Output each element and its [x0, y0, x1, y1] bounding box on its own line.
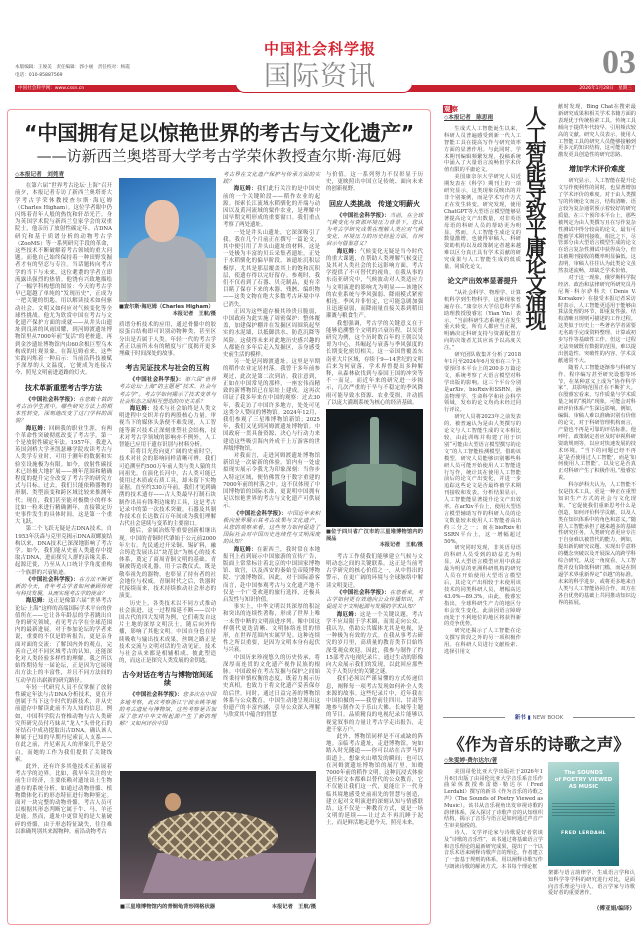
- paragraph: 历史上，各类技术以不同方式推动社会演进，这一过程绵延不断——以中国古代的四大发明为例，它们萌发自这片土地的深厚文明沃土，随后向外传播，影响了其他文明。中国自身也在持续吸收与输出技术成果，丝绸之路正是技术交流与文明对话的生动见证。技术与社会从来都是相辅相成、彼此塑造的，而这正是探究人类发展的金钥匙。: [119, 600, 216, 665]
- ai-article-column-2: [558, 104, 636, 606]
- speaker-label: 《中国社会科学报》：: [129, 377, 185, 384]
- book-icon: ▮: [527, 715, 531, 721]
- interview-question: [15, 397, 112, 426]
- tag-rest: 察: [451, 105, 458, 113]
- paragraph: 研究同时发现，非英语母语的科研人员受到的助益尤为明显。从大型语言模型应用中获益最为明显的亚洲科研机构的研究人员在开始使用大型语言模型后，其论文产出相较于未使用该技术的同类科研人员，增幅高达43.0%—89.3%。由此，殷睿宏指出，全球科研生产力的地区分布会发生变化，此前因语言障碍而处于不利地位的地区将获得新的竞争优势。: [444, 545, 521, 628]
- paragraph-text: 回顾我的职业生涯，有两个革命性突破彻底改变了考古学。第一个是放射性碳定年法。1957年，我进入英国剑桥大学圣凯瑟琳学院攻读考古与人类学专业时，可用于测年的数据和实验室设施极为有限。如今，放射性碳技术已经极大地扩展——测年范围和精确程度的提升完全改变了考古学的研究方式与目标。过去，我们只能依赖器物的形制、类型演变和跨区域比较来推测年代；现在，我们甚至能对极微小的样本比如一粒米进行精确测年，直接锁定历史事件发生的具体时间。这是第一个重大飞跃。: [15, 425, 112, 526]
- subheading: 论文产出效率显著提升: [447, 276, 518, 285]
- ai-article-column-1: [444, 115, 521, 656]
- article-column-2: [119, 176, 216, 728]
- subheading: 古今对话在考古与博物馆间延续: [122, 671, 213, 688]
- speaker-label: 海厄姆：: [25, 425, 49, 432]
- photo-figure: [326, 409, 423, 549]
- paragraph: 诗人、文学评论家与诗歌爱好者常谈及“诗歌的音乐性”，该书通过将基础语言学和音乐理论的最新研究成果，提出了一个以音乐术语来阐释诗歌声音的理论。作者建立了一套基于规则的体系，用以阐释诗歌写作与朗读诗歌的解读方式。本书每个理论框: [444, 829, 543, 870]
- divider-cn: 新书: [514, 715, 526, 721]
- speaker-label: 海厄姆：: [129, 406, 153, 413]
- paragraph: “从社会科学、物理学、计算机科学到生物科学，这种现象普遍存在。”康奈尔大学信息科学系助理教授殷睿宏（Yian Yin）表示，“当前科研生态系统正在发生重大转变，所有人都应当正视，明确决定科研支持与资源配置方向的决策者尤其应该予以高度关注。”: [444, 289, 521, 352]
- cover-title-2: of POETRY VIEWED: [554, 777, 613, 783]
- paragraph: 我们必须以严谨易懂的方式传递信息，阐释每一项考古发现如何补全人类来源的故事。这些纪录片中，近年我在中国拍摄的——我曾前往四川、甘肃等地参与制作关于乐山大佛、长城等主题的节目。品质精良的电视纪录片能够以视觉叙事的力量让考古学走出报告，走进千家万户。: [326, 676, 423, 733]
- paragraph: 考古工作使我们能够建立气候与文明动态之间的关键联系。这正是当前考古学研究的核心价值之一，从中得出的警示，在更广阔的环境与全球脉络中解读文明变迁。: [326, 553, 423, 589]
- subheading: 增加学术评价难度: [569, 165, 625, 174]
- paragraph: 在第六届“世界考古论坛·上海”召开前夕，本报记者专访了新西兰奥塔哥大学考古学荣休教授查尔斯·海厄姆（Charles Higham）。这位学者眼中仍闪烁着青年人般的热忱和轩昂光芒。身为英国学术院与新西兰皇家学会的双重院士，他亲历了放射性碳定年、古DNA研究和基于质谱分析的动物考古学（ZooMS）等一系列研究手段的革命，这些技术不断破解着考古领域的重大问题。而他自己始终保持着一种田野发掘者才有的坚忍与专注。当话题转向考古学的当下与未来，这位耄耋的学者立即流露出强烈的热情。他饶有兴致地描绘了一幅学科构想的图景：今天的考古学早已超越了单纯的“发现历史”，正成为一把关键的钥匙，用以解读技术如何驱动社会、文明又如何应对气候变化等全球性挑战。他尤为欣赏中国在考古与文化遗产保护方面的成就——从井头山遗址到良渚的风雨国耀，到河姆渡遗址博物馆里从7000年前“复活”的老桩遗，再到金沙遗址博物馆内由60余根巨型乌木构成的壮观景象。在海厄姆看来，这些实践闪烁着一种启示：当前沿科技被赋予深厚的人文温度，它便成为连接古今、照见文明前进道路的灯火。: [15, 183, 112, 377]
- article-subtitle: ——访新西兰奥塔哥大学考古学荣休教授查尔斯·海厄姆: [36, 147, 402, 165]
- interview-answer: [15, 598, 112, 684]
- paragraph: 此外，还有许多其他技术正拓展着考古学的边界。比如，我早年关注的史前生计经济，主要依赖对遗址出土生物遗存的系统分析，如通过动物骨骼、植物微体化石的形态特征进行物种鉴定。面对一块完整的动物骨骼，考古人员可以根据其形态判断它属于牛、马、羊还是鹿。然而，遗址中更常见的是大量破碎的骨骼，由于形态特征缺失，往往难以准确判别其来源物种。前沿动物考古: [15, 764, 112, 835]
- paragraph: 美国哥伦比亚大学出版社于2026年1月6日出版了由哥伦比亚大学音乐系音乐作曲荣休教授弗雷德·勒达尔（Fred Lerdahl）撰写的新书《作为音乐的诗歌之声》（The Sounds of Poetry Viewed as Music）。该书从音乐视角出发审视诗歌的韵律体系，深入探讨了诗歌声音的认知组织结构，揭示了音乐与语言是如何通过声音产生审美愉悦的。: [444, 768, 543, 830]
- paragraph-text: 我们此行关注的是中国史前的一个关键阶段——稻作农业的起源。探索长江流域水稻驯化的开端与动因以及黄河流域的粟作农业，是理解中国早期文明形成的重要窗口。我们重点考察了两处遗址。: [223, 186, 320, 229]
- article-column-4: [326, 172, 423, 828]
- speaker-label: 海厄姆：: [233, 186, 257, 193]
- interview-answer: [119, 406, 216, 449]
- interview-question: [15, 577, 112, 599]
- photo-figure: [119, 178, 216, 317]
- phone-number: 电话：010-85887569: [15, 73, 63, 78]
- photo-caption: ■查尔斯·海厄姆（Charles Higham）: [119, 304, 214, 310]
- subheading: 考古见证技术与社会的互构: [125, 364, 210, 373]
- photo-higham: [119, 178, 216, 302]
- paragraph: 随后，金属冶炼等重要创新相继出现。中国的青铜时代肇始于公元前2000年左右，先民通过开采铜、锡矿料，融合铸造发展出以“块范法”为核心的技术体系，奠定了商周青铜文明的基础。青铜被铸造成礼器，用于宗教仪式，既是敬奉祖先的器物，也彰显了持有者的社会地位与权威。青铜时代之后，铁器时代接续而来，技术持续推动社会形态的演变。: [119, 528, 216, 600]
- paragraph: 质谱分析技术的应用，通过骨骼中的胶原蛋白结构即可识别动物种类，甚至区分出是否属于人类。年轻一代的考古学者正以前所未有的精度与广度揭开更多埋藏于时间深处的故事。: [119, 322, 216, 357]
- interview-answer: [223, 547, 320, 605]
- speaker-label: 《中国社会科学报》：: [25, 396, 79, 403]
- editors-credit: 本版编辑：王俊美 责任编辑：郭小丽 责任校对：杨霞: [15, 65, 130, 70]
- speaker-label: 海厄姆：: [336, 611, 360, 618]
- paragraph-text: 您多次在中国多地考察，此次考察浙江宁波余姚等地的考古遗址与博物馆，这些考察是否加深了您对中华文明起源产生了新的理解？又如何评价中国: [119, 692, 216, 728]
- paragraph: 我想强调，考古学的关键意义在于能够追溯整个文明的兴衰历程。以吴哥研究为例，这个历时数百年的王朝以吴哥为中心，其崛起与衰落与季风强度的长期变化密切相关。这一帝国曾覆盖东南亚大片区域，存续于9—14世纪的文明后来为何衰落，学术界曾提出多种解释，从森林砍伐到与泰国王国的冲突等不一而足。而近年来的研究进一步揭示，几次严重的干旱与不稳定的季风降雨可能导致水资源、农业受损，并动摇了以庞大灌溉系统为核心的经济基础。: [326, 320, 423, 406]
- subheading: 技术革新重塑考古学方法: [25, 383, 102, 392]
- interview-question: [119, 377, 216, 406]
- page-number: 03: [602, 44, 636, 81]
- book-review-column-2: [548, 870, 635, 897]
- cover-title-1: The SOUNDS: [564, 770, 603, 776]
- paragraph-text: 中国近年来积极向世界展示其考古成果与文化遗产，从您的观察来看，这些努力如何促进了国际社会对中国历史连续性与文明深度的认知？: [223, 510, 320, 546]
- paragraph: 研究还揭示了人工智能在论文撰写阶段之外的另一项积极作用。在科研人员进行文献检索、选择引用文: [444, 628, 521, 656]
- paragraph: 研究人员将2023年之前发表的、被普遍认为是由人类撰写的论文与人工智能生成的文本相比较，由此训练并构建了用于识别“可能由大型语言模型撰写的论文”的人工智能检测模型。借助该模型，研究人员能够识别哪些科研人员可能开始使用人工智能进行写作，统计其在使用人工智能前后的论文产出变化，并进一步追踪这些论文是否最终被学术期刊接收和发表。分析结果显示，人工智能能显著提升论文产出效率。在arXiv平台上，使用大型语言模型辅助写作的科研人员的论文数量较未使用人工智能者高出约三分之一；而在bioRxiv和SSRN平台上，这一增幅超过50%。: [444, 414, 521, 545]
- paragraph: 此外，博物馆同样是不可或缺的阵地。亲临考古遗址，走进博物馆，宛如踏入时光隧道——你可以站在古罗马的街道上，想象火山喷发的瞬间；也可以在河姆渡遗址博物馆的展厅里，知晓7000年前的稻作文明。这种沉浸式体验是任何文本都难以替代的公众教育，它不仅能让我们这一代，更能让下一代身临其境地感受史前祖先的智慧与创造，建立起对文明演进的深刻认知与情感联结。这不仅是一种教育方式，更是一场文明的延续——让过去不再沉睡于泥土，而是鲜活地走进今天，照亮未来。: [326, 733, 423, 827]
- paragraph-text: 这正是像第六届“世界考古论坛·上海”这样的高端国际学术平台的价值所在——它让各年龄层的学者跳出自身的研究领域，看见考古学在全球范围内的最新进展。对于参加论坛的学者来说，重要的不仅是聆听报告，更是亲身面对面的交流：了解国内外的观点，完善自己对不同区域考古的认知，还能深化对人类经验多样性的理解。我之所以始终期待每一届论坛，正是因为它展现出方法上的丰富性，并且不同方法间的互动孕育出崭新的研究路径。: [15, 598, 112, 684]
- interview-answer: [15, 426, 112, 527]
- photo-caption: ■三星堆博物馆内的青铜龟背形网格状器: [120, 904, 216, 910]
- photo-credit: 本报记者 王航/摄: [271, 904, 316, 910]
- new-book-divider: [443, 713, 635, 721]
- paragraph-text: 在您数十载的考古治学生涯中，哪些研究方法上的根本性转变，深刻地改变了这门学科的面貌？: [15, 396, 112, 425]
- section-title: 国际资讯: [264, 61, 376, 92]
- paragraph: 中国历来珍视悠久的历史传承，将深厚而连贯的文化遗产视作民族的根脉。中国政府在考古发掘与保护之间始终秉持审慎权衡的态度，既着力揭示历史真相，也致力于将文化遗产妥善保存给后世。同时，通过日益完善的博物馆体系与公众教育，中国生动地呈现出这份遗产的丰富内涵，引导公众深入理解与欣赏其中蕴含的智慧: [223, 654, 320, 719]
- interview-question: [223, 511, 320, 547]
- paragraph-text: 第六届“世界考古论坛·上海”的主题是“技术、社会与考古学”。考古学如何揭示了技术变革与社会形态之间相互塑造的历史关系？: [119, 377, 216, 405]
- paragraph: 另一处是河姆渡遗址。这里是早期的稻作农业定居村落。我曾于多年前参观过，此次是第二次到访。我注意到，正如在中国常见的那样，一座宏伟而精致的新博物馆已在原址上建成。这再次印证了我多年来在中国的观察：过去30年，我走访了中国许多地方，处处可见这类令人赞叹的博物馆。2024年12月，我们参观了三星堆博物馆新馆；2025年，我们又见到河姆渡遗址博物馆。中国政府一贯具备资源、决心与行动力来建造这些吸引海内外成千上万游客的世界级博物馆。: [223, 359, 320, 452]
- byline: ◇朱雯婷·费尔达尔/著: [444, 758, 498, 764]
- photo-credit: 本报记者 王航/摄: [379, 542, 423, 549]
- paragraph: 正因为这些遗存极其珍贵且脆弱，中国政府为此实施了周密保护：整体覆盖，加建保护棚并在发掘区周围筑起坚实的水泥墙，以抵御洪水、防范沉降等风险。这使得未来对此地历史感兴趣的人都能在多年后走入发掘区，亲身感受史前生活的模样。: [223, 308, 320, 359]
- website-link[interactable]: 中国社会科学网：www.cssn.cn: [18, 85, 85, 91]
- article-column-3: [223, 172, 320, 719]
- newspaper-logo: 中国社会科学报: [263, 40, 376, 58]
- interview-question: [326, 590, 423, 612]
- paragraph: 与价值。这一系列努力不仅彰显于历史，更映照出中国立足传统、面向未来的创新视野。: [326, 172, 423, 193]
- speaker-label: 《中国社会科学报》：: [336, 589, 390, 596]
- music-staff-graphic: [552, 801, 615, 817]
- paragraph: 考古界在文化遗产保护与传承方面的实践？: [223, 172, 320, 186]
- paragraph: 第二个飞跃无疑是古DNA技术。自1953年沃森与克里克揭示DNA双螺旋结构以来，DNA技术已深深地影响了考古学。如今，我们能从史前人类遗存中提取古DNA，进而探究人群的亲缘关系、起源迁徙，乃至从人口统计学角度重构一个族群的兴衰轨迹。: [15, 526, 112, 576]
- subheading: 回应人类挑战 传递文明薪火: [329, 199, 420, 208]
- interview-question: [119, 692, 216, 728]
- paragraph-text: 技术与社会始终是人类文明进程中交织并存的两股核心力量。审视当下的媒体头条便不难发现，人工智能等新兴技术正深刻重塑社会结构，技术对考古学领域的影响亦不例外，人工智能已应用于遗存识别与材料分析。: [119, 406, 216, 449]
- book-review-title: 《作为音乐的诗歌之声》: [448, 735, 630, 754]
- article-headline: “中国拥有足以惊艳世界的考古与文化遗产”: [24, 121, 414, 145]
- photo-credit: 本报记者 王航/摄: [172, 310, 216, 317]
- cover-author: FRED LERDAHL: [561, 831, 606, 836]
- paragraph: 事实上，中华文明以其深厚的积淀和突出的连续性著称，形成了世界上唯一未曾中断的文明演进序列。像中国这样朝代更迭清晰、文明脉络连贯的情形，在世界范围内实属罕见。这种连续性之所以重要，是因为文明本身有起伏与兴衰。: [223, 604, 320, 654]
- speaker-label: 海厄姆：: [233, 546, 257, 553]
- paragraph: 生成式人工智能诞生以来，科研人员普遍感受到新一代人工智能工具在提高写作与研究效率方面的显著作用。与此同时，学术期刊编辑频繁发现，投稿系统中涌入了大量语言流畅但学术价值有限的平庸论文。: [444, 125, 521, 174]
- paragraph: 一处是井头山遗址，它深深吸引了我。我在几个月前正在撰写一篇论文，其中便引用了井头山遗址的材料。这是一处极为丰富的贝丘采集者遗址，正处于水稻驯化的偏早阶段。该遗址沉积层极厚，尤其是那层覆盖其上的饱和沉积层，使遗存得以完好留存。参观时，我们不仅看到了石器、贝壳制品，更有幸目睹了保存下来的木器、残骸、编织物——这类文物在绝大多数考古环境中早已消失。: [223, 229, 320, 308]
- speaker-label: 《中国社会科学报》：: [233, 510, 287, 517]
- paragraph-text: 气候变化无疑是当今时代的重大课题，在帮助人类理解气候变迁及其对人类社会的长远影响方面，考古学提供了不可替代的视角。在我从事的东南亚研究中，气候波动对人类适应力与文明演进的影响尤为明显——该地区的农业系统与季风强弱、降雨模式紧密相连。季风并非恒定，它可能急剧加强且迅速衰弱，而降雨量直接关系到稻田灌溉与粮食生产。: [326, 248, 423, 320]
- book-review-column-1: [444, 758, 543, 871]
- paragraph-text: 在方法不断更新的今天，青年考古学者如何兼顾传统与科技发展，从而实现考古学的使命？: [15, 576, 112, 598]
- paragraph: 随着人工智能逐渐参与科研写作、程序编写甚至研究设想等环节，在某种意义上成为“协作科学家”，其影响范围正在不断扩大。在殷睿宏看来，写作质量与学术质量之间的“脱钩”现象，可能会对科研评价体系产生深远影响。例如，编辑、审稿人难以准确识别有价值的论文，对于科研管理机构而言，产量也不再是可靠的评估标准。他呼吁，政策制定者应及时审视科研资助规则等，以应对快速发展的技术环境。“当下的问题已经不再是‘是否使用过人工智能’，而是‘如何使用人工智能’，以及它是否真正对科研产生了积极作用。”殷睿宏说。: [558, 364, 636, 482]
- photo-caption: ■位于四川省广汉市的三星堆博物馆内的展品: [326, 529, 423, 542]
- paragraph-text: 这是一个关键议题。考古学不应局限于学术圈，而需走向公众。我认为，借助公共媒体尤其是电视，是一种极为有效的方式。在我从事考古研究的岁月里，高质量的教育类节目始终深受观众欢迎。因此，我参与制作了约15部考古电视纪录片，通过生动的影像向大众展示我们的发现，以此回应那些关于人类历史的关键之谜。: [326, 611, 423, 676]
- paragraph-text: 在新西兰，我时常在本地报刊上看到展示中国旅游的宣传广告，版面上常常标注着北京的中国国家博物馆、故宫，以及西安的秦始皇帝陵博物院、宁波博物馆。因此，对于国际游客而言，赴中国参观考古与文化遗产地不仅是一个广受欢迎的旅行选择，还极具启发性与知识价值。: [223, 546, 320, 603]
- translator-credit: （傅亚娟/编译）: [593, 906, 635, 912]
- speaker-label: 海厄姆：: [25, 598, 49, 605]
- speaker-label: 海厄姆：: [336, 248, 360, 255]
- interview-question: [326, 213, 423, 249]
- byline: ◇本报记者 陈思雨: [444, 115, 494, 121]
- divider-en: NEW BOOK: [532, 715, 564, 721]
- byline: ◇本报记者 刘莞青: [15, 172, 65, 178]
- cover-title-3: AS MUSIC: [568, 784, 599, 790]
- paragraph: 架都与语言韵律学、生成语言学和认知科学等学科的研究进行对比，是面向音乐理论与诗人、语言学家与诗歌爱好者的重要著作。: [548, 870, 635, 897]
- interview-answer: [326, 612, 423, 677]
- speaker-label: 《中国社会科学报》：: [25, 576, 79, 583]
- paragraph: 美国康奈尔大学研究人员近期发表在《科学》期刊上的一项研究显示，这类现象反映出的并非个别案例，而是学术写作方式正在发生转变。研究发现，使用ChatGPT等大型语言模型能够显著提高论文产出数量，对非英语母语的科研人员的帮助更为明显。然而，人工智能生成论文的数量激增，也使得审稿人、科研资助机构以及政策制定者越来越难以区分真正具有学术贡献的研究成果与人工智能生成的低质量、同质化论文。: [444, 174, 521, 271]
- photo-mask: [326, 409, 423, 527]
- paragraph: 对我而言，走进河姆渡遗址博物馆新馆是一次崭新的体验。馆内有一处虚拟现实展示令我尤为印象深刻：当你步入特定区域，便仿佛置身于数字重建的7000年前的村落之中。这不仅体现了中国博物馆的国际水准，更说明中国拥有足以惊艳世界的考古与文化遗产可供展示。: [223, 452, 320, 510]
- paragraph: 若将目光投向更广阔的史前时空，技术对社会的影响同样清晰可辨。我们可追溯至约500万年前人类与类人猿的共同祖先。在演化长河中，古人类可能已使用过木质或石质工具，却未留下实物证据。直至约330万年前，我们才见到确凿的技术遗存——古人类最早打制石块制作出具有锋利边缘的工具，这是考古记录中的第一次技术突破。石器及其制作技术在长达数百万年间成为我们理解古代社会延续与变革的主要窗口。: [119, 449, 216, 528]
- paragraph: 献时发现，Bing Chat在搜索最新研究成果和相关学术书籍方面的表现优于传统检索工具。传统工具倾向于提供年代较早、引用频次较高的文献。研究人员表示，使用人工智能工具的研究人员能够接触到更多元的知识结构，这可能有助于激发更具创造性的研究思路。: [558, 104, 636, 159]
- paragraph: 研究团队收集并分析了2018年1月至2024年6月发布在三个主要预印本平台上的200多万篇论文，系统考察了大语言模型对科学出版的影响。这三个平台分别是arXiv、bioRxiv和SSRN，涵盖物理学、生命科学和社会科学领域，发布的论文均尚未经过同行评议。: [444, 352, 521, 414]
- photo-bronze-turtle: [120, 771, 316, 899]
- speaker-label: 《中国社会科学报》：: [336, 212, 390, 219]
- paragraph: 对于这一现象，俄罗斯科学院经济、政治和法律研究所研究员丹尼斯·科尔萨科夫（Denis V. Korsakov）在接受本报记者采访时表示，人工智能更适用于能够由算法处理的环节，即重复性强、结构清晰且规则可描述的工作过程。这类似于历史上一些著名学者需要无名助手完成资料整理、计算或初步写作等基础性工作。但这一过程无法突破既有数据的范围，难以提出创造性、突破性的内容，学术贡献通常不大。: [558, 274, 636, 364]
- interview-answer: [326, 249, 423, 321]
- paragraph: 科尔萨科夫认为，人工智能不仅是技术工具，更是一种正在重塑知识生产方式的社会与文化现象。“它促使我们重新思考什么是创造，如何评价科学贡献，以及人类在知识体系中的角色和意义。”随着人工智能承担了越来越多的基础性研究任务，人类研究者更应专注于自身难以被替代的能力，例如，提出新的研究议题、实现出乎意料的概念突破以及开展深入的跨学科综合研究。从这一角度看，人工智能并没有降低科研门槛，而是在倒逼学术界重新界定“卓越”的标准。未来的科学进步，或将更多地来自人类与人工智能协同合作，双方在各自优势的基础上共同推动知识边界的拓展。: [558, 482, 636, 606]
- paragraph-text: 在您看来，考古学如何更有效地向公众传播知识，并促进关于文明起源与发展的学术认知？: [326, 589, 423, 611]
- paragraph-text: 当前，在全球气候变化与资源环境压力背景下，您认为考古学研究成果在理解人类应对气候变化、环境压力的历史经验方面，有何启示与借鉴意义？: [326, 212, 423, 248]
- paragraph: 年轻一代研究人员不仅掌握了放射性碳定年法与古DNA分析技术，更在开创属于当下这个时代的新技术，并从史前遗存中解读此前不为人知的信息。例如，中国科学院古脊椎动物与古人类研究所研究员付巧妹从“龙人”头骨化石的牙结石中成功提取出古DNA，确认该人种属于已知的早期丹尼索瓦人支系——在此之前，丹尼索瓦人的形象几乎是空白，而她的工作为我们提供了关键线索。: [15, 684, 112, 763]
- interview-answer: [223, 186, 320, 229]
- turtle-artifact-photo: [120, 771, 316, 910]
- observation-tag: [443, 104, 458, 113]
- ai-article-title: 人工智能导致平庸论文涌现: [525, 105, 547, 333]
- paragraph: 研究显示，人工智能在提升论文写作便利性的同时，也显著增加了学术评价的难度。对于由人类撰写的传统论文而言，结构清晰、语言较为复杂通常预示着较好的研究质量。在三个预印本平台上，那些被判定为由人类撰写且在写作复杂性测试中得分较高的论文，最有可能被学术期刊接收。相比之下，尽管部分由大型语言模型生成的论文在语言复杂性测试中获得高分，但其被期刊接收的概率明显偏低。这表明，审稿人往往认为此类论文虽然表述流畅，却缺乏学术价值。: [558, 178, 636, 275]
- article-column-1: [15, 172, 112, 836]
- tag-first-char: 观: [444, 105, 451, 113]
- book-cover-image: [548, 762, 619, 866]
- issue-date: 2026年1月28日 星期三: [579, 85, 632, 91]
- speaker-label: 《中国社会科学报》：: [129, 692, 183, 699]
